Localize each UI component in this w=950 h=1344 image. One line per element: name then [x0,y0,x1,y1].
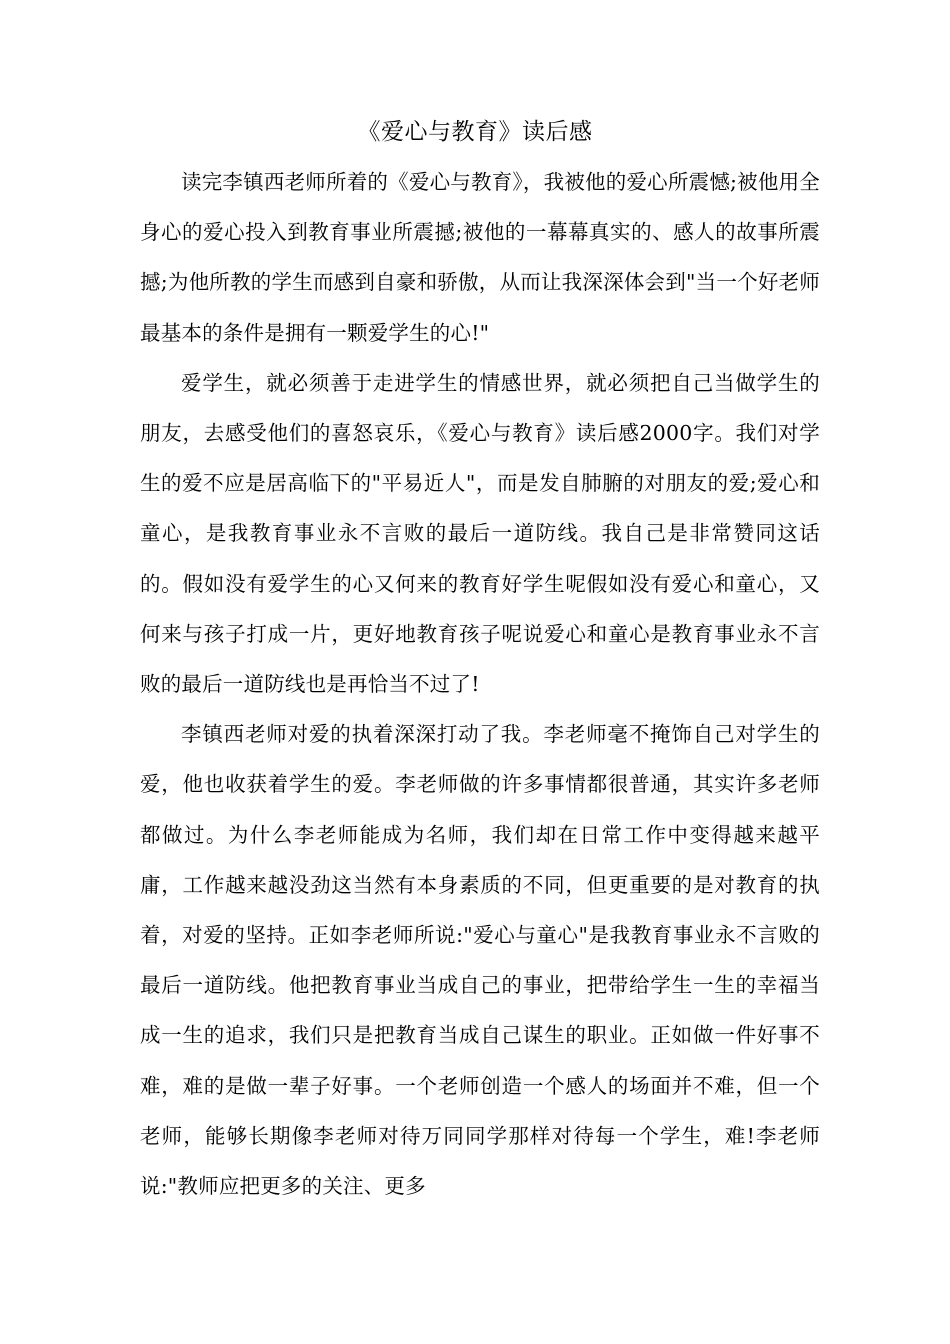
document-body [140,157,820,1211]
paragraph-1: 读完李镇西老师所着的《爱心与教育》，我被他的爱心所震憾;被他用全身心的爱心投入到教育事业所震撼;被他的一幕幕真实的、感人的故事所震撼;为他所教的学生而感到自豪和骄傲，从而让我深深体会到"当一个好老师最基本的条件是拥有一颗爱学生的心!" [140,170,820,345]
paragraph-3: 李镇西老师对爱的执着深深打动了我。李老师毫不掩饰自己对学生的爱，他也收获着学生的爱。李老师做的许多事情都很普通，其实许多老师都做过。为什么李老师能成为名师，我们却在日常工作中变得越来越平庸，工作越来越没劲这当然有本身素质的不同，但更重要的是对教育的执着，对爱的坚持。正如李老师所说:"爱心与童心"是我教育事业永不言败的最后一道防线。他把教育事业当成自己的事业，把带给学生一生的幸福当成一生的追求，我们只是把教育当成自己谋生的职业。正如做一件好事不难，难的是做一辈子好事。一个老师创造一个感人的场面并不难，但一个老师，能够长期像李老师对待万同同学那样对待每一个学生，难!李老师说:"教师应把更多的关注、更多 [140,722,820,1199]
paragraph-2: 爱学生，就必须善于走进学生的情感世界，就必须把自己当做学生的朋友，去感受他们的喜怒哀乐，《爱心与教育》读后感2000字。我们对学生的爱不应是居高临下的"平易近人"，而是发自肺腑的对朋友的爱;爱心和童心，是我教育事业永不言败的最后一道防线。我自己是非常赞同这话的。假如没有爱学生的心又何来的教育好学生呢假如没有爱心和童心，又何来与孩子打成一片，更好地教育孩子呢说爱心和童心是教育事业永不言败的最后一道防线也是再恰当不过了! [140,370,820,697]
document-title: 《爱心与教育》读后感 [357,119,593,145]
